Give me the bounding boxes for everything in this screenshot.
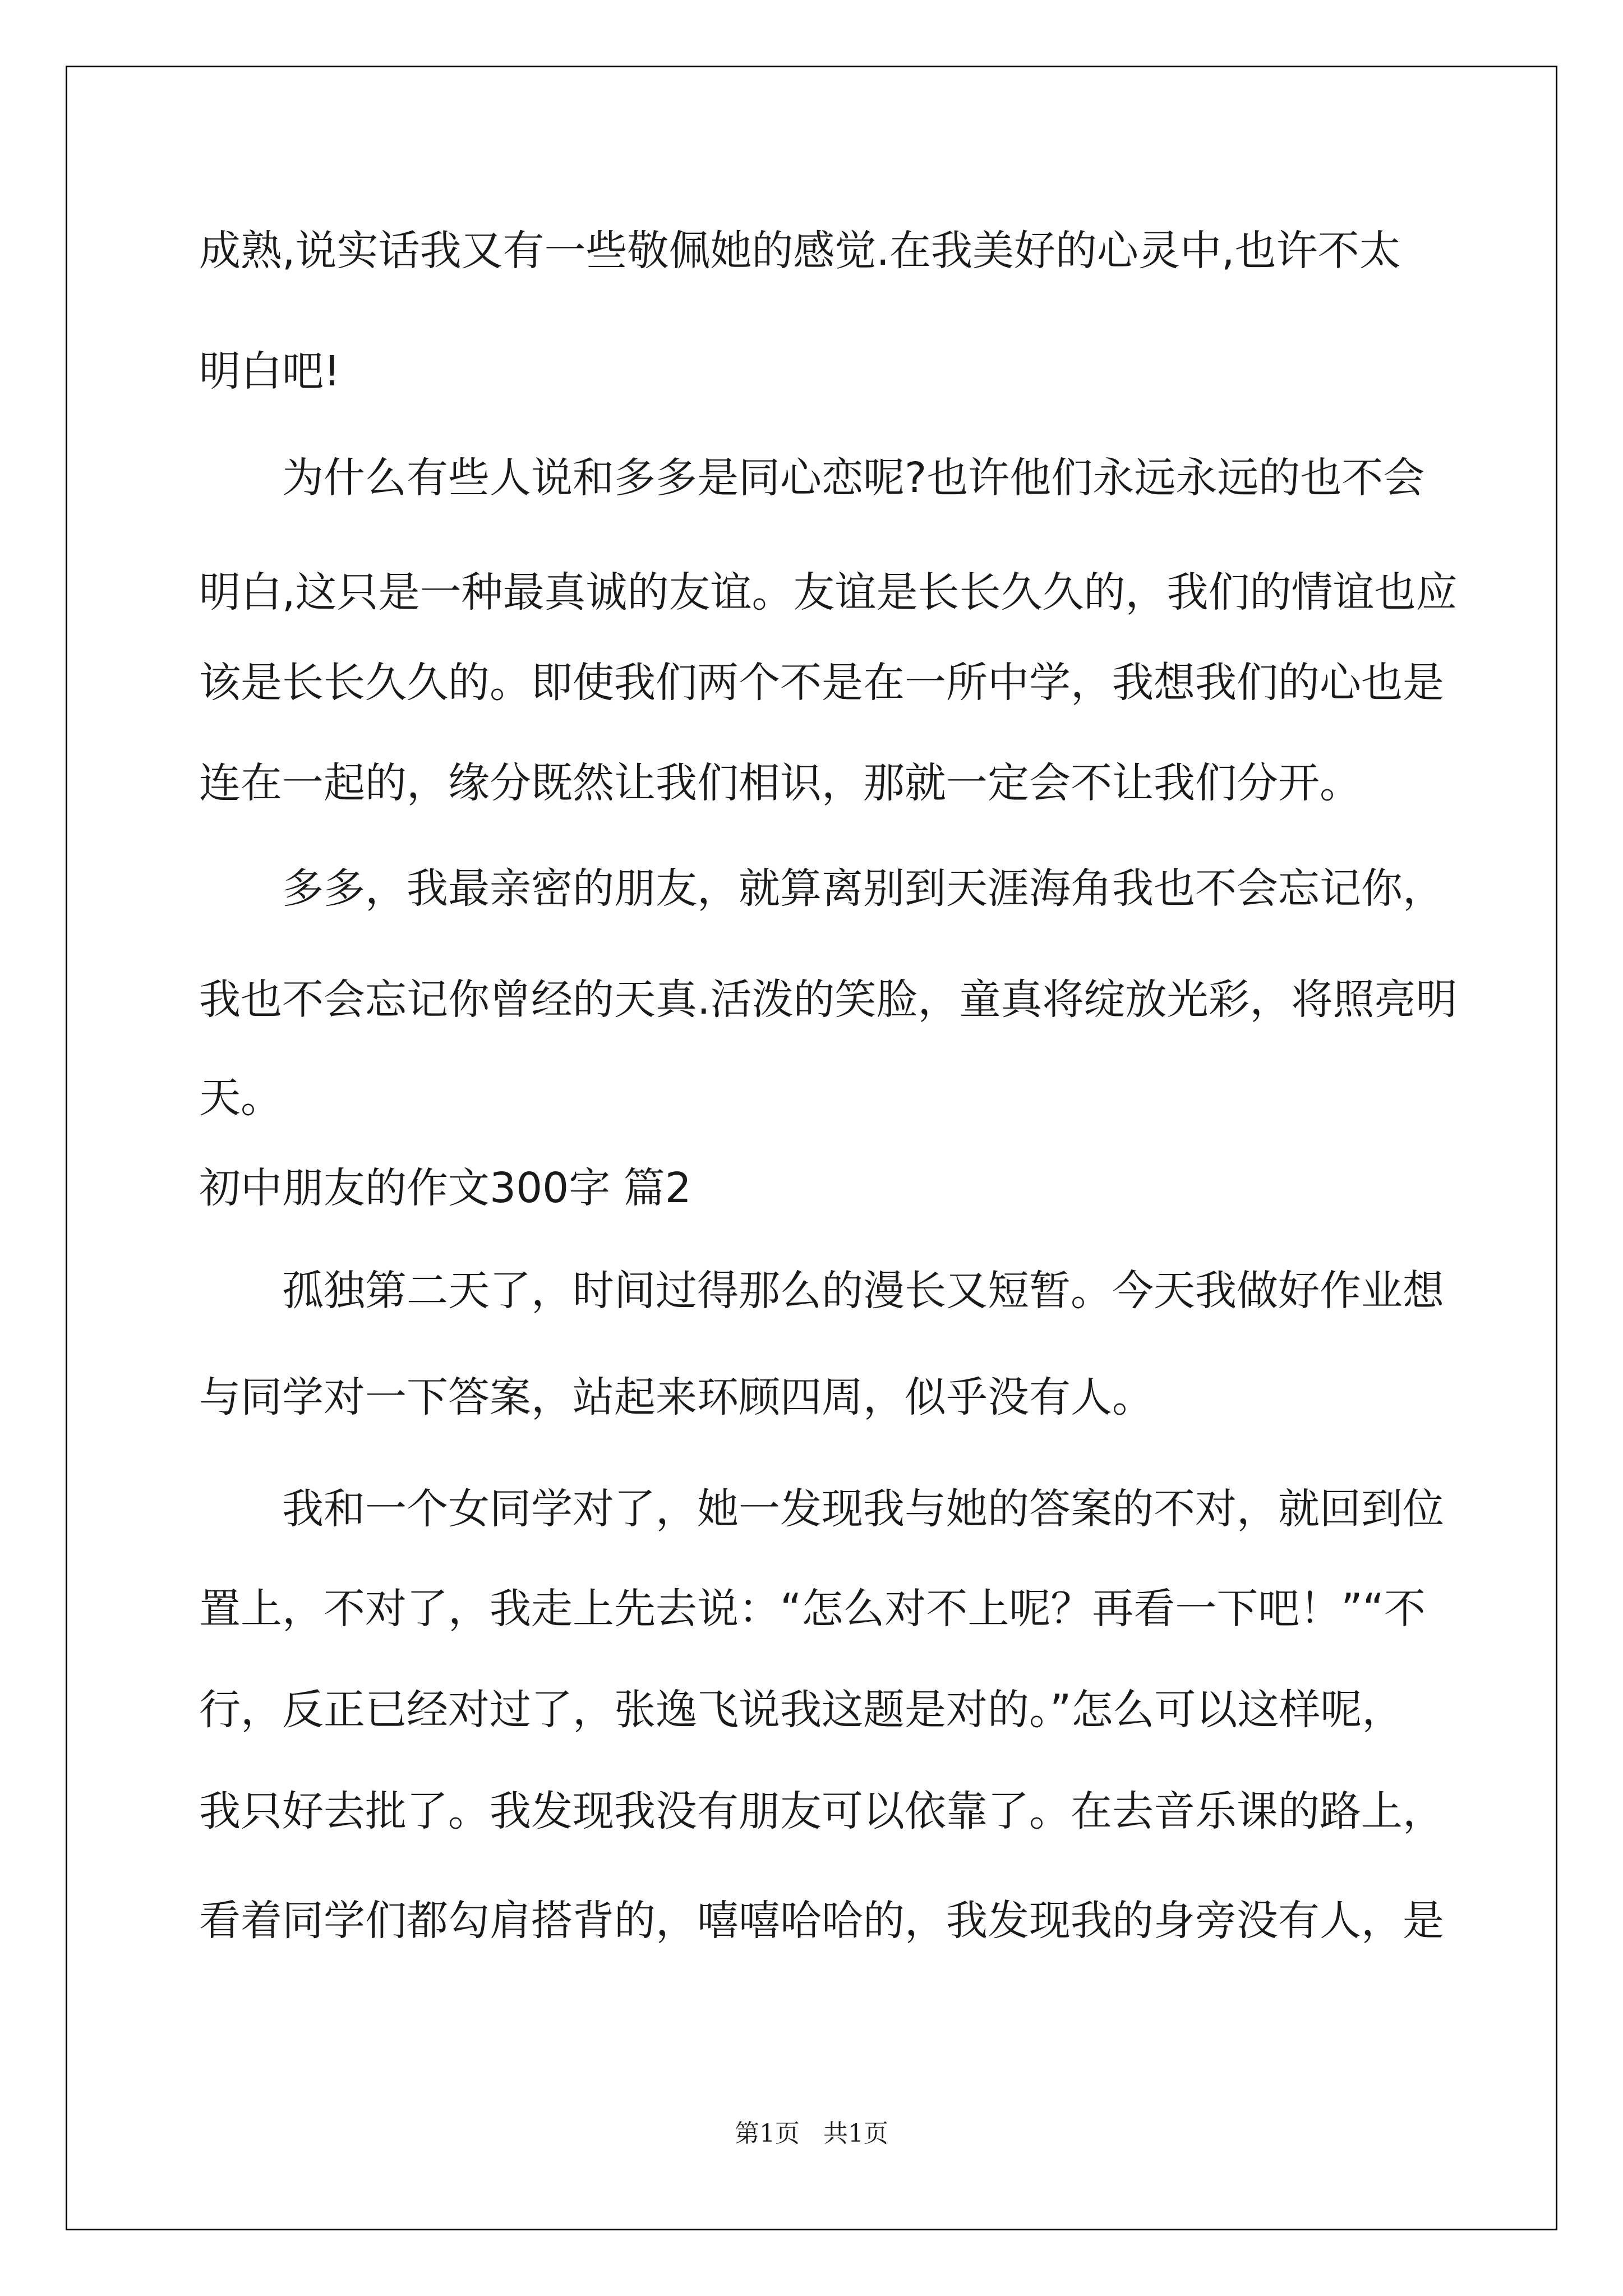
text-line: 看着同学们都勾肩搭背的，嘻嘻哈哈的，我发现我的身旁没有人，是 bbox=[199, 1897, 1444, 1945]
text-line: 该是长长久久的。即使我们两个不是在一所中学，我想我们的心也是 bbox=[199, 659, 1444, 707]
text-line: 明白,这只是一种最真诚的友谊。友谊是长长久久的，我们的情谊也应 bbox=[199, 568, 1458, 616]
text-line: 我也不会忘记你曾经的天真.活泼的笑脸，童真将绽放光彩，将照亮明 bbox=[199, 976, 1458, 1024]
text-line: 天。 bbox=[199, 1074, 282, 1122]
text-line: 与同学对一下答案，站起来环顾四周，似乎没有人。 bbox=[199, 1373, 1154, 1421]
paragraph-start-line: 我和一个女同学对了，她一发现我与她的答案的不对，就回到位 bbox=[282, 1485, 1444, 1533]
paragraph-start-line: 多多，我最亲密的朋友，就算离别到天涯海角我也不会忘记你， bbox=[282, 864, 1444, 913]
page-footer: 第1页 共1页 bbox=[735, 2119, 888, 2148]
paragraph-start-line: 孤独第二天了，时间过得那么的漫长又短暂。今天我做好作业想 bbox=[282, 1267, 1444, 1315]
section-heading: 初中朋友的作文300字 篇2 bbox=[199, 1164, 691, 1212]
text-line: 连在一起的，缘分既然让我们相识，那就一定会不让我们分开。 bbox=[199, 759, 1361, 807]
text-line: 明白吧! bbox=[199, 347, 340, 395]
text-line: 我只好去批了。我发现我没有朋友可以依靠了。在去音乐课的路上， bbox=[199, 1787, 1444, 1835]
text-line: 置上，不对了，我走上先去说：“怎么对不上呢？再看一下吧！”“不 bbox=[199, 1585, 1426, 1633]
paragraph-start-line: 为什么有些人说和多多是同心恋呢?也许他们永远永远的也不会 bbox=[282, 454, 1425, 502]
text-line: 行，反正已经对过了，张逸飞说我这题是对的。”怎么可以这样呢， bbox=[199, 1686, 1404, 1734]
text-line: 成熟,说实话我又有一些敬佩她的感觉.在我美好的心灵中,也许不太 bbox=[199, 227, 1401, 275]
